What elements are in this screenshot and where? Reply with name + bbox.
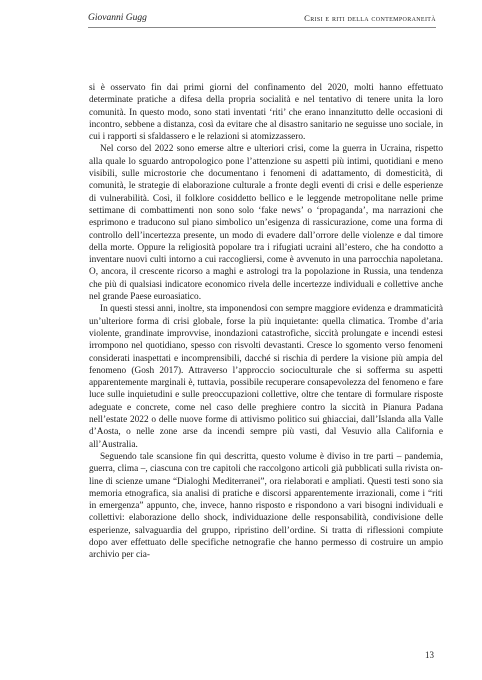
paragraph-2: Nel corso del 2022 sono emerse altre e ulteriori crisi, come la guerra in Ucraina, rispetto alla quale lo sguardo antropologico pone l’attenzione su aspetti più intimi, quotidiani e meno visibili, sulle microstorie che documentano i fenomeni di adattamento, di domesticità, di comunità, le strategie di elaborazione culturale a fronte degli eventi di crisi e delle esperienze di vulnerabilità. Così, il folklore cosiddetto bellico e le leggende metropolitane nelle prime settimane di combattimenti non sono solo ‘fake news’ o ‘propaganda’, ma narrazioni che esprimono e traducono sul piano simbolico un’esigenza di rassicurazione, come una forma di controllo dell’incertezza presente, un modo di evadere dall’orrore delle violenze e dal timore della morte. Oppure la religiosità popolare tra i rifugiati ucraini all’estero, che ha condotto a inventare nuovi culti intorno a cui raccogliersi, come è avvenuto in una parrocchia napoletana. O, ancora, il crescente ricorso a maghi e astrologi tra la popolazione in Russia, una tendenza che più di qualsiasi indicatore economico rivela delle incertezze individuali e collettive anche nel grande Paese euroasiatico.: [89, 144, 443, 303]
running-title: Crisi e riti della contemporaneità: [304, 13, 436, 23]
running-header: [0, 13, 482, 27]
body-text: [89, 82, 443, 562]
running-author: Giovanni Gugg: [88, 13, 147, 23]
page-number: 13: [425, 650, 434, 660]
header-rule: [88, 27, 436, 28]
paragraph-3: In questi stessi anni, inoltre, sta imponendosi con sempre maggiore evidenza e drammaticità un’ulteriore forma di crisi globale, forse la più inquietante: quella climatica. Trombe d’aria violente, grandinate improvvise, inondazioni catastrofiche, siccità prolungate e incendi estesi irrompono nel quotidiano, spesso con risvolti devastanti. Cresce lo sgomento verso fenomeni considerati inaspettati e incomprensibili, dacché si rischia di perdere la visione più ampia del fenomeno (Gosh 2017). Attraverso l’approccio socioculturale che si sofferma su aspetti apparentemente marginali è, tuttavia, possibile recuperare consapevolezza del fenomeno e fare luce sulle inquietudini e sulle preoccupazioni collettive, oltre che tentare di formulare risposte adeguate e concrete, come nel caso delle preghiere contro la siccità in Pianura Padana nell’estate 2022 o delle nuove forme di attivismo politico sui ghiacciai, dall’Islanda alla Valle d’Aosta, o nelle zone arse da incendi sempre più vasti, dal Vesuvio alla California e all’Australia.: [89, 304, 443, 450]
paragraph-4: Seguendo tale scansione fin qui descritta, questo volume è diviso in tre parti – pandemia, guerra, clima –, ciascuna con tre capitoli che raccolgono articoli già pubblicati sulla rivista on-line di scienze umane “Dialoghi Mediterranei”, ora rielaborati e ampliati. Questi testi sono sia memoria etnografica, sia analisi di pratiche e discorsi apparentemente irrazionali, come i “riti in emergenza” appunto, che, invece, hanno risposto e rispondono a vari bisogni individuali e collettivi: elaborazione dello shock, individuazione delle responsabilità, condivisione delle esperienze, salvaguardia del gruppo, ripristino dell’ordine. Si tratta di riflessioni compiute dopo aver effettuato delle specifiche netnografie che hanno permesso di costruire un ampio archivio per cia-: [89, 451, 443, 561]
paragraph-1: si è osservato fin dai primi giorni del confinamento del 2020, molti hanno effettuato determinate pratiche a difesa della propria socialità e nel tentativo di tenere unita la loro comunità. In questo modo, sono stati inventati ‘riti’ che erano innanzitutto delle occasioni di incontro, sebbene a distanza, così da evitare che al disastro sanitario ne seguisse uno sociale, in cui i rapporti si sfaldassero e le relazioni si atomizzassero.: [89, 83, 443, 143]
